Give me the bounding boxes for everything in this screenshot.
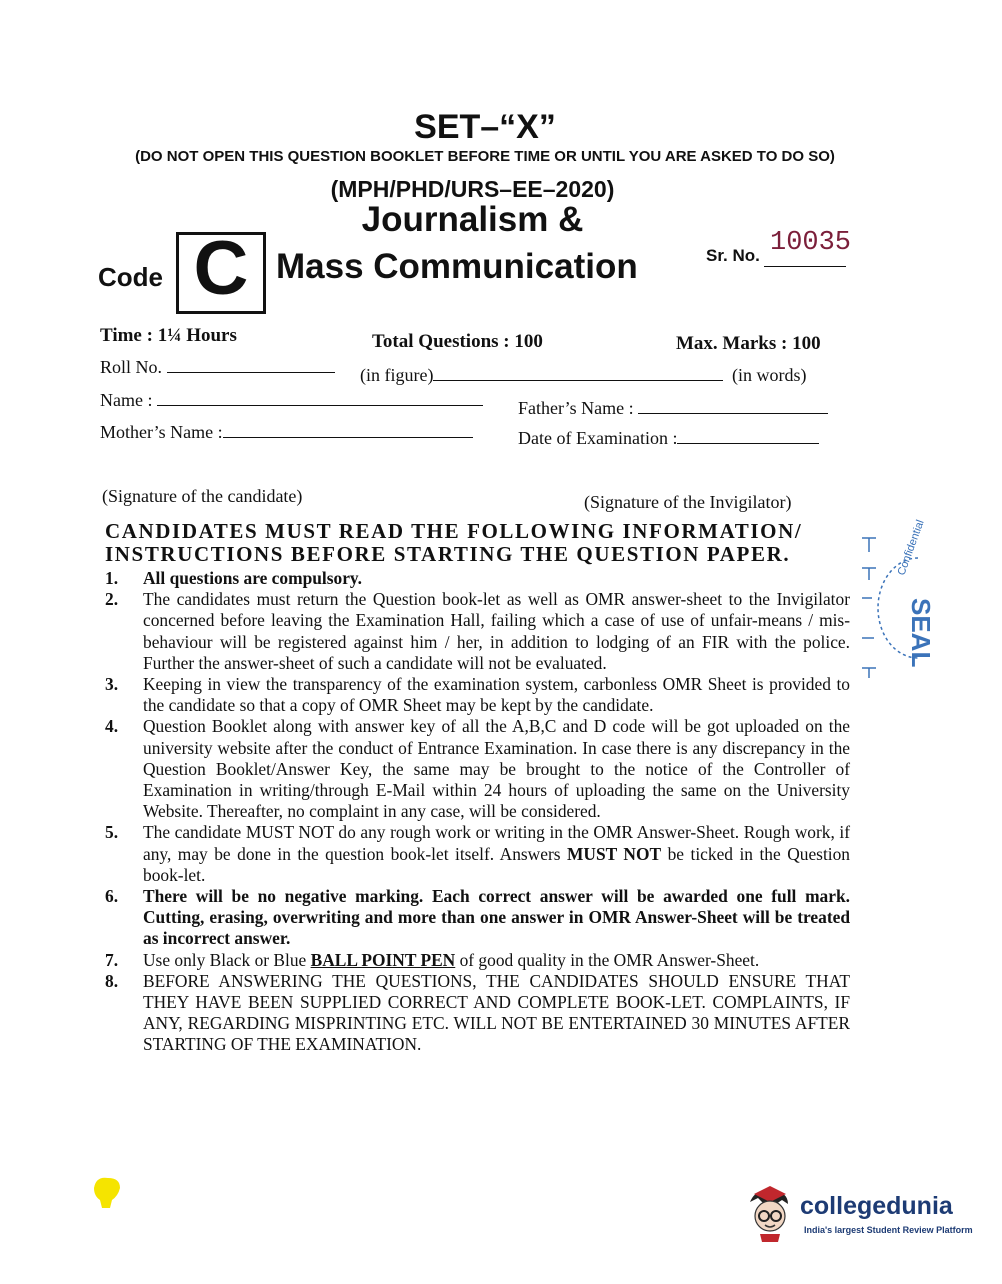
- roll-in-words-line[interactable]: [433, 366, 723, 381]
- roll-number-field[interactable]: [100, 357, 335, 378]
- invigilator-signature-label: (Signature of the Invigilator): [584, 492, 792, 512]
- father-name-field[interactable]: [518, 398, 828, 419]
- time-info: Time : 1¼ Hours: [100, 325, 237, 346]
- total-questions-info: Total Questions : 100: [372, 331, 543, 352]
- seal-ring-text: Confidential: [895, 518, 927, 578]
- code-label: Code: [98, 262, 163, 292]
- instructions-list: [105, 568, 850, 1056]
- date-of-exam-label: Date of Examination :: [518, 428, 678, 448]
- instruction-item: 1. All questions are compulsory.: [105, 568, 363, 588]
- instruction-item: 5. The candidate MUST NOT do any rough work or writing in the OMR Answer-Sheet. Rough work, if any, may be done in the question book-let itself. Answers MUST NOT be ticked in the Question book-let.: [105, 822, 850, 885]
- collegedunia-tagline: India's largest Student Review Platform: [804, 1225, 973, 1235]
- roll-number-line[interactable]: [167, 358, 335, 373]
- roll-in-figure-field[interactable]: [360, 365, 806, 386]
- instruction-item: 3. Keeping in view the transparency of the examination system, carbonless OMR Sheet is provided to the candidate so that a copy of OMR Sheet may be kept by the candidate.: [105, 674, 850, 716]
- set-title: SET–“X”: [414, 108, 556, 146]
- instruction-item: 8. BEFORE ANSWERING THE QUESTIONS, THE CANDIDATES SHOULD ENSURE THAT THEY HAVE BEEN SUPPLIED CORRECT AND COMPLETE BOOK-LET. COMPLAINTS, IF ANY, REGARDING MISPRINTING ETC. WILL NOT BE ENTERTAINED 30 MINUTES AFTER STARTING OF THE EXAMINATION.: [105, 970, 850, 1055]
- name-field[interactable]: [100, 390, 483, 411]
- mother-name-label: Mother’s Name :: [100, 422, 223, 442]
- roll-number-label: Roll No.: [100, 357, 163, 377]
- exam-name: (MPH/PHD/URS–EE–2020): [330, 176, 615, 202]
- code-value: C: [193, 226, 249, 311]
- instruction-item: 2. The candidates must return the Question book-let as well as OMR answer-sheet to the Invigilator concerned before leaving the Examination Hall, failing which a case of use of unfair-means / mis-behaviour will be registered against him / her, in addition to lodging of an FIR with the police. Further the answer-sheet of such a candidate will not be evaluated.: [105, 589, 850, 673]
- serial-number-line: [764, 266, 846, 267]
- collegedunia-logo-text: collegedunia: [800, 1192, 953, 1220]
- do-not-open-warning: (DO NOT OPEN THIS QUESTION BOOKLET BEFORE TIME OR UNTIL YOU ARE ASKED TO DO SO): [135, 148, 835, 165]
- father-name-label: Father’s Name :: [518, 398, 634, 418]
- in-words-label: (in words): [731, 365, 807, 385]
- seal-word: SEAL: [906, 598, 936, 668]
- father-name-line[interactable]: [638, 399, 828, 414]
- instruction-item: 7. Use only Black or Blue BALL POINT PEN of good quality in the OMR Answer-Sheet.: [105, 949, 760, 970]
- serial-number-label: Sr. No.: [706, 246, 760, 265]
- name-line[interactable]: [157, 391, 483, 406]
- confidential-seal-stamp: [856, 518, 936, 688]
- mother-name-field[interactable]: [100, 422, 473, 443]
- yellow-highlight-mark: [88, 1174, 128, 1214]
- date-of-exam-field[interactable]: [518, 428, 819, 449]
- max-marks-info: Max. Marks : 100: [676, 333, 821, 354]
- candidate-signature-label: (Signature of the candidate): [102, 486, 303, 506]
- in-figure-label: (in figure): [360, 365, 434, 385]
- subject-title-line2: Mass Communication: [276, 247, 638, 286]
- mother-name-line[interactable]: [223, 423, 473, 438]
- instructions-heading: CANDIDATES MUST READ THE FOLLOWING INFORMATION/ INSTRUCTIONS BEFORE STARTING THE QUESTION PAPER.: [105, 519, 803, 566]
- subject-title-line1: Journalism &: [361, 200, 584, 239]
- collegedunia-mascot-icon: [742, 1184, 800, 1244]
- serial-number-value: 10035: [770, 228, 852, 258]
- instruction-item: 6. There will be no negative marking. Each correct answer will be awarded one full mark. Cutting, erasing, overwriting and more than one answer in OMR Answer-Sheet will be treated as incorrect answer.: [105, 886, 850, 949]
- instruction-item: 4. Question Booklet along with answer key of all the A,B,C and D code will be got uploaded on the university website after the conduct of Entrance Examination. In case there is any discrepancy in the Question Booklet/Answer Key, the same may be brought to the notice of the Controller of Examination in writing/through E-Mail within 24 hours of uploading the same on the University Website. Thereafter, no complaint in any case, will be considered.: [105, 716, 850, 822]
- name-label: Name :: [100, 390, 153, 410]
- date-of-exam-line[interactable]: [677, 429, 819, 444]
